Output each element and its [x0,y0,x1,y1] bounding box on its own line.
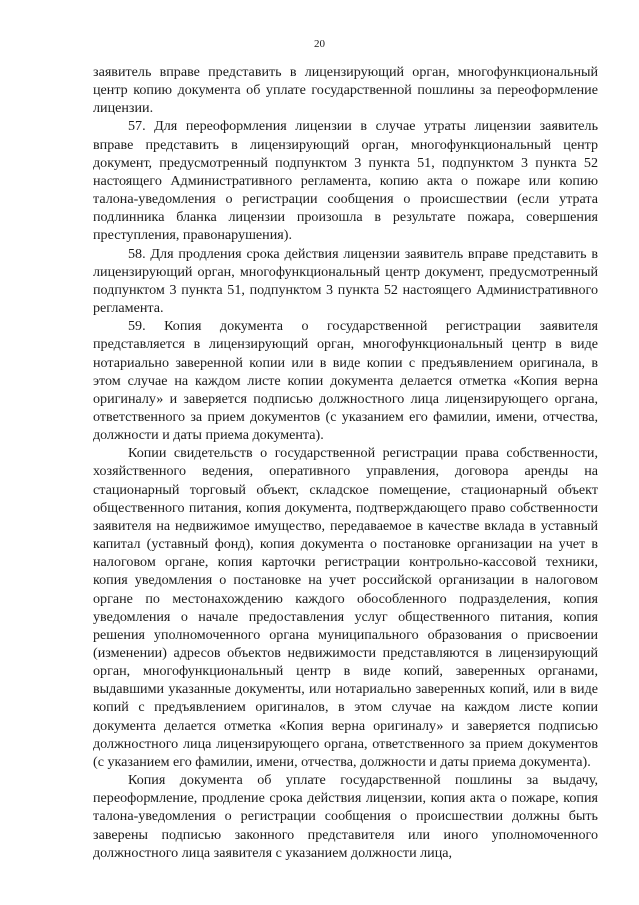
paragraph-59: 59. Копия документа о государственной регистрации заявителя представляется в лицензирующий орган, многофункциональный центр в виде нотариально заверенной копии или в виде копии с предъявлением оригинала, в этом случае на каждом листе копии документа делается отметка «Копия верна оригиналу» и заверяется подписью должностного лица лицензирующего органа, ответственного за прием документов (с указанием его фамилии, имени, отчества, должности и даты приема документа). [93,318,598,444]
document-body [93,63,598,862]
paragraph-certificate-copies: Копии свидетельств о государственной регистрации права собственности, хозяйственного ведения, оперативного управления, договора аренды на стационарный торговый объект, складское помещение, стационарный объект общественного питания, копия документа, подтверждающего право собственности заявителя на недвижимое имущество, передаваемое в качестве вклада в уставный капитал (уставный фонд), копия документа о постановке организации на учет в налоговом органе, копия карточки регистрации контрольно-кассовой техники, копия уведомления о постановке на учет российской организации в налоговом органе по местонахождению каждого обособленного подразделения, копия уведомления о начале предоставления услуг общественного питания, копия решения уполномоченного органа муниципального образования о присвоении (изменении) адресов объектов недвижимости представляются в лицензирующий орган, многофункциональный центр в виде копий, заверенных органами, выдавшими указанные документы, или нотариально заверенных копий, или в виде копий с предъявлением оригиналов, в этом случае на каждом листе копии документа делается отметка «Копия верна оригиналу» и заверяется подписью должностного лица лицензирующего органа, ответственного за прием документов (с указанием его фамилии, имени, отчества, должности и даты приема документа). [93,445,598,770]
paragraph-57: 57. Для переоформления лицензии в случае утраты лицензии заявитель вправе представить в лицензирующий орган, многофункциональный центр документ, предусмотренный подпунктом 3 пункта 51, подпунктом 3 пункта 52 настоящего Административного регламента, копию акта о пожаре или копию талона-уведомления о регистрации сообщения о происшествии (если утрата подлинника бланка лицензии произошла в результате пожара, совершения преступления, правонарушения). [93,118,598,244]
paragraph-fee-document-copy: Копия документа об уплате государственной пошлины за выдачу, переоформление, продление срока действия лицензии, копия акта о пожаре, копия талона-уведомления о регистрации сообщения о происшествии должны быть заверены подписью законного представителя или иного уполномоченного должностного лица заявителя с указанием должности лица, [93,772,598,861]
paragraph-continuation: заявитель вправе представить в лицензирующий орган, многофункциональный центр копию документа об уплате государственной пошлины за переоформление лицензии. [93,64,598,117]
paragraph-58: 58. Для продления срока действия лицензии заявитель вправе представить в лицензирующий орган, многофункциональный центр документ, предусмотренный подпунктом 3 пункта 51, подпунктом 3 пункта 52 настоящего Административного регламента. [93,245,598,317]
page-number: 20 [314,38,325,50]
